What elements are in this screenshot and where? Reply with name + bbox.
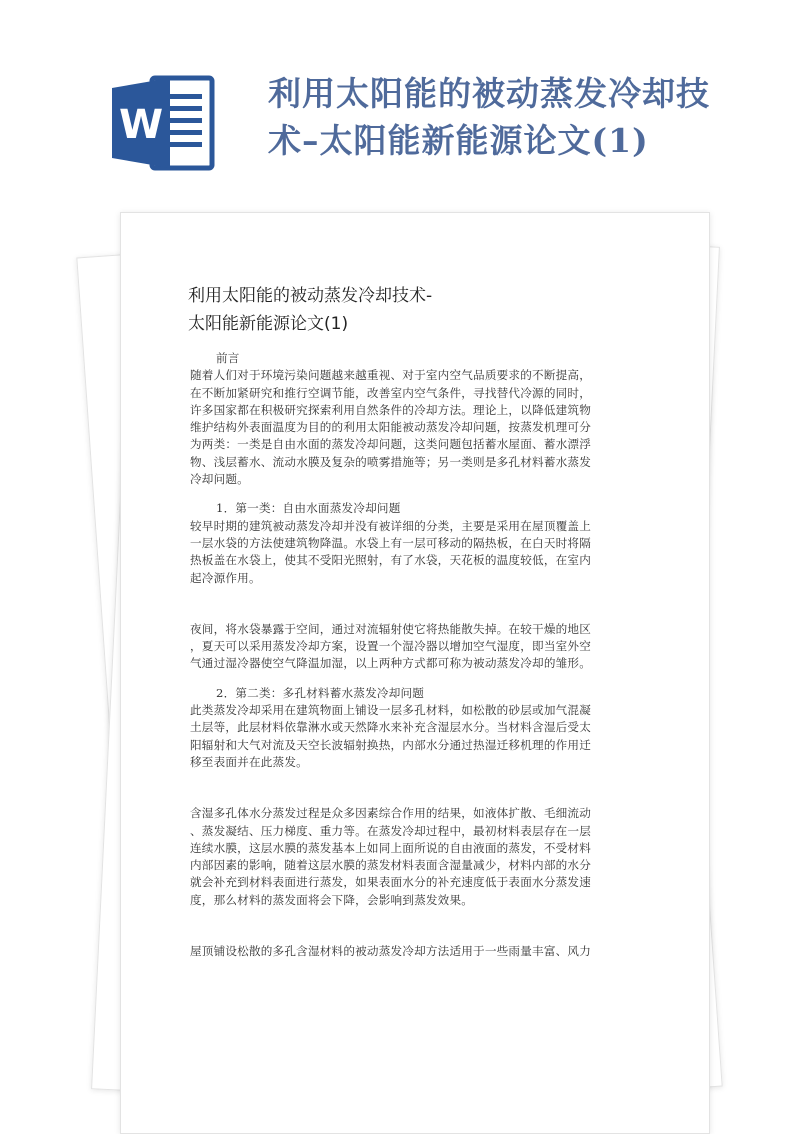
body-line: 屋顶铺设松散的多孔含湿材料的被动蒸发冷却方法适用于一些雨量丰富、风力 bbox=[190, 944, 591, 959]
body-line: 维护结构外表面温度为目的的利用太阳能被动蒸发冷却问题，按蒸发机理可分 bbox=[190, 420, 591, 435]
section-heading-2: 2．第二类：多孔材料蓄水蒸发冷却问题 bbox=[216, 685, 425, 700]
spacer bbox=[190, 673, 630, 685]
word-logo-letter: W bbox=[118, 102, 164, 148]
body-line: 此类蒸发冷却采用在建筑物面上铺设一层多孔材料，如松散的砂层或加气混凝 bbox=[190, 703, 591, 718]
body-line: 许多国家都在积极研究探索利用自然条件的冷却方法。理论上，以降低建筑物 bbox=[190, 402, 591, 417]
spacer bbox=[190, 909, 630, 926]
body-line: 、蒸发凝结、压力梯度、重力等。在蒸发冷却过程中，最初材料表层存在一层 bbox=[190, 823, 591, 838]
body-line: 内部因素的影响，随着这层水膜的蒸发材料表面含湿量减少，材料内部的水分 bbox=[190, 858, 591, 873]
body-line: 度，那么材料的蒸发面将会下降，会影响到蒸发效果。 bbox=[190, 892, 474, 907]
body-line: 阳辐射和大气对流及天空长波辐射换热，内部水分通过热湿迁移机理的作用迁 bbox=[190, 737, 591, 752]
body-line: 含湿多孔体水分蒸发过程是众多因素综合作用的结果，如液体扩散、毛细流动 bbox=[190, 806, 591, 821]
body-line: 冷却问题。 bbox=[190, 472, 249, 487]
document-title-line-2: 术–太阳能新能源论文(1) bbox=[268, 121, 649, 160]
paper-title-line-1: 利用太阳能的被动蒸发冷却技术- bbox=[188, 286, 433, 306]
body-line: 物、浅层蓄水、流动水膜及复杂的喷雾措施等；另一类则是多孔材料蓄水蒸发 bbox=[190, 454, 591, 469]
body-line: 气通过湿冷器使空气降温加湿，以上两种方式都可称为被动蒸发冷却的雏形。 bbox=[190, 656, 591, 671]
body-line: 为两类：一类是自由水面的蒸发冷却问题，这类问题包括蓄水屋面、蓄水漂浮 bbox=[190, 437, 591, 452]
section-heading-preface: 前言 bbox=[216, 351, 240, 365]
body-line: 在不断加紧研究和推行空调节能，改善室内空气条件，寻找替代冷源的同时， bbox=[190, 385, 591, 400]
document-title bbox=[268, 70, 768, 164]
body-line: 夜间，将水袋暴露于空间，通过对流辐射使它将热能散失掉。在较干燥的地区 bbox=[190, 621, 591, 636]
paper-title bbox=[188, 282, 608, 338]
header-banner bbox=[0, 0, 800, 210]
body-line: 就会补充到材料表面进行蒸发，如果表面水分的补充速度低于表面水分蒸发速 bbox=[190, 875, 591, 890]
paper-title-line-2: 太阳能新能源论文(1) bbox=[188, 314, 349, 334]
body-line: 较早时期的建筑被动蒸发冷却并没有被详细的分类，主要是采用在屋顶覆盖上 bbox=[190, 518, 591, 533]
spacer bbox=[190, 587, 630, 604]
paper-body bbox=[190, 350, 630, 960]
word-document-icon bbox=[108, 70, 220, 176]
body-line: 热板盖在水袋上，使其不受阳光照射，有了水袋，天花板的温度较低，在室内 bbox=[190, 553, 591, 568]
body-line: 起冷源作用。 bbox=[190, 570, 261, 585]
spacer bbox=[190, 604, 630, 621]
spacer bbox=[190, 788, 630, 805]
spacer bbox=[190, 488, 630, 500]
body-line: ，夏天可以采用蒸发冷却方案，设置一个湿冷器以增加空气湿度，即当室外空 bbox=[190, 639, 591, 654]
body-line: 一层水袋的方法使建筑物降温。水袋上有一层可移动的隔热板，在白天时将隔 bbox=[190, 535, 591, 550]
spacer bbox=[190, 771, 630, 788]
body-line: 土层等，此层材料依靠淋水或天然降水来补充含湿层水分。当材料含湿后受太 bbox=[190, 720, 591, 735]
body-line: 移至表面并在此蒸发。 bbox=[190, 754, 308, 769]
document-title-line-1: 利用太阳能的被动蒸发冷却技 bbox=[268, 74, 710, 113]
spacer bbox=[190, 926, 630, 943]
section-heading-1: 1．第一类：自由水面蒸发冷却问题 bbox=[216, 501, 401, 516]
body-line: 连续水膜，这层水膜的蒸发基本上如同上面所说的自由液面的蒸发，不受材料 bbox=[190, 840, 591, 855]
body-line: 随着人们对于环境污染问题越来越重视、对于室内空气品质要求的不断提高， bbox=[190, 368, 591, 383]
